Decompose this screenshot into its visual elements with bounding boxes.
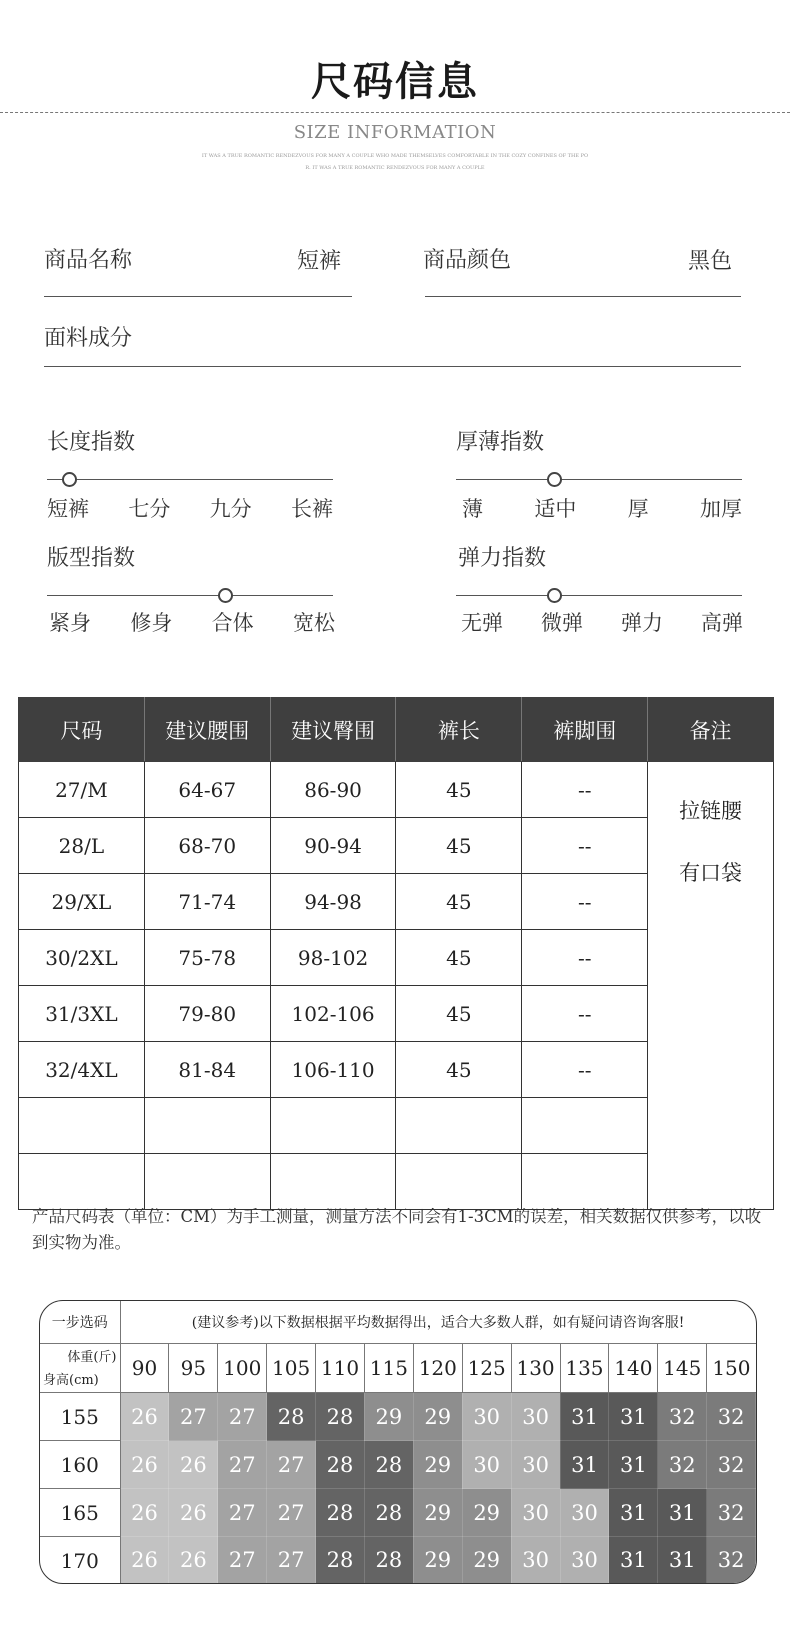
length-index-options bbox=[47, 493, 333, 523]
height-cell: 160 bbox=[40, 1441, 120, 1489]
hem-cell: -- bbox=[522, 1042, 648, 1098]
recommended-size-cell: 28 bbox=[364, 1537, 413, 1585]
recommended-size-cell: 32 bbox=[658, 1393, 707, 1441]
fabric-label: 面料成分 bbox=[44, 326, 133, 351]
recommended-size-cell: 29 bbox=[413, 1393, 462, 1441]
weight-header-cell: 140 bbox=[609, 1344, 658, 1393]
hip-cell: 86-90 bbox=[270, 762, 396, 818]
hip-cell: 102-106 bbox=[270, 986, 396, 1042]
recommended-size-cell: 27 bbox=[169, 1393, 218, 1441]
length-option: 九分 bbox=[209, 497, 252, 521]
height-cell: 165 bbox=[40, 1489, 120, 1537]
product-color-value: 黑色 bbox=[688, 249, 733, 274]
recommended-size-cell: 29 bbox=[413, 1489, 462, 1537]
recommended-size-cell: 26 bbox=[120, 1537, 169, 1585]
height-row bbox=[40, 1537, 756, 1585]
elasticity-index-options bbox=[461, 607, 743, 637]
length-option: 短裤 bbox=[47, 497, 89, 521]
recommended-size-cell: 29 bbox=[413, 1537, 462, 1585]
waist-cell: 68-70 bbox=[144, 818, 270, 874]
weight-header-cell: 150 bbox=[707, 1344, 756, 1393]
height-row bbox=[40, 1441, 756, 1489]
waist-cell: 71-74 bbox=[144, 874, 270, 930]
thickness-option: 厚 bbox=[627, 497, 649, 521]
length-cell: 45 bbox=[396, 986, 522, 1042]
reference-header-row bbox=[40, 1301, 756, 1344]
recommended-size-cell: 28 bbox=[316, 1393, 365, 1441]
recommended-size-cell: 31 bbox=[609, 1537, 658, 1585]
recommended-size-cell: 28 bbox=[364, 1441, 413, 1489]
waist-cell bbox=[144, 1098, 270, 1154]
recommended-size-cell: 26 bbox=[169, 1537, 218, 1585]
fit-option: 合体 bbox=[211, 611, 254, 635]
weight-axis-label: 体重(斤) bbox=[67, 1350, 117, 1365]
page-title: 尺码信息 bbox=[311, 58, 479, 105]
recommended-size-cell: 32 bbox=[707, 1489, 756, 1537]
recommended-size-cell: 30 bbox=[560, 1537, 609, 1585]
recommended-size-cell: 30 bbox=[511, 1537, 560, 1585]
weight-header-cell: 115 bbox=[364, 1344, 413, 1393]
hem-cell: -- bbox=[522, 930, 648, 986]
height-axis-label: 身高(cm) bbox=[43, 1373, 99, 1388]
weight-header-cell: 145 bbox=[658, 1344, 707, 1393]
reference-note: (建议参考)以下数据根据平均数据得出，适合大多数人群，如有疑问请咨询客服! bbox=[120, 1301, 756, 1344]
hem-cell bbox=[522, 1154, 648, 1210]
hip-cell: 98-102 bbox=[270, 930, 396, 986]
hip-cell: 90-94 bbox=[270, 818, 396, 874]
elasticity-option: 高弹 bbox=[701, 611, 743, 635]
thickness-index-title: 厚薄指数 bbox=[456, 430, 545, 455]
hem-cell: -- bbox=[522, 874, 648, 930]
elasticity-option: 微弹 bbox=[541, 611, 583, 635]
hip-cell bbox=[270, 1154, 396, 1210]
elasticity-index-scale bbox=[456, 595, 742, 596]
weight-header-cell: 95 bbox=[169, 1344, 218, 1393]
weight-row bbox=[40, 1344, 756, 1393]
size-cell: 32/4XL bbox=[19, 1042, 145, 1098]
note-zipper: 拉链腰 bbox=[679, 799, 743, 823]
weight-header-cell: 130 bbox=[511, 1344, 560, 1393]
elasticity-option: 弹力 bbox=[621, 611, 663, 635]
size-reference-table bbox=[39, 1300, 757, 1584]
tagline-2: R. IT WAS A TRUE ROMANTIC RENDEZVOUS FOR MANY A COUPLE bbox=[305, 165, 485, 171]
waist-cell: 79-80 bbox=[144, 986, 270, 1042]
thickness-index-options bbox=[462, 493, 742, 523]
axis-corner-cell bbox=[40, 1344, 120, 1393]
height-row bbox=[40, 1489, 756, 1537]
thickness-index-scale bbox=[456, 479, 742, 480]
hip-cell: 106-110 bbox=[270, 1042, 396, 1098]
size-cell: 27/M bbox=[19, 762, 145, 818]
product-color-label: 商品颜色 bbox=[423, 248, 512, 273]
recommended-size-cell: 27 bbox=[218, 1489, 267, 1537]
recommended-size-cell: 28 bbox=[267, 1393, 316, 1441]
recommended-size-cell: 26 bbox=[169, 1489, 218, 1537]
header-hip: 建议臀围 bbox=[270, 698, 396, 762]
fit-index-scale bbox=[47, 595, 333, 596]
hem-cell: -- bbox=[522, 986, 648, 1042]
length-index-marker bbox=[62, 472, 77, 487]
recommended-size-cell: 27 bbox=[218, 1441, 267, 1489]
hem-cell: -- bbox=[522, 762, 648, 818]
length-cell: 45 bbox=[396, 1042, 522, 1098]
recommended-size-cell: 27 bbox=[218, 1537, 267, 1585]
waist-cell: 75-78 bbox=[144, 930, 270, 986]
hem-cell bbox=[522, 1098, 648, 1154]
waist-cell: 64-67 bbox=[144, 762, 270, 818]
recommended-size-cell: 29 bbox=[462, 1537, 511, 1585]
product-name-value: 短裤 bbox=[297, 249, 342, 274]
fabric-underline bbox=[44, 366, 741, 367]
recommended-size-cell: 31 bbox=[560, 1441, 609, 1489]
recommended-size-cell: 30 bbox=[462, 1393, 511, 1441]
recommended-size-cell: 32 bbox=[658, 1441, 707, 1489]
note-cell bbox=[648, 762, 774, 1210]
recommended-size-cell: 30 bbox=[511, 1441, 560, 1489]
recommended-size-cell: 31 bbox=[609, 1393, 658, 1441]
recommended-size-cell: 29 bbox=[413, 1441, 462, 1489]
size-cell: 29/XL bbox=[19, 874, 145, 930]
recommended-size-cell: 28 bbox=[316, 1441, 365, 1489]
length-index-title: 长度指数 bbox=[47, 430, 136, 455]
tagline-1: IT WAS A TRUE ROMANTIC RENDEZVOUS FOR MANY A COUPLE WHO MADE THEMSELVES COMFORTABLE IN THE COZY CONFINES OF THE PO bbox=[201, 153, 589, 159]
recommended-size-cell: 27 bbox=[267, 1441, 316, 1489]
size-cell: 30/2XL bbox=[19, 930, 145, 986]
thickness-index-marker bbox=[547, 472, 562, 487]
reference-grid bbox=[40, 1301, 756, 1584]
recommended-size-cell: 31 bbox=[560, 1393, 609, 1441]
thickness-option: 加厚 bbox=[699, 497, 742, 521]
hip-cell bbox=[270, 1098, 396, 1154]
height-cell: 155 bbox=[40, 1393, 120, 1441]
product-name-label: 商品名称 bbox=[44, 248, 133, 273]
hem-cell: -- bbox=[522, 818, 648, 874]
weight-header-cell: 90 bbox=[120, 1344, 169, 1393]
size-cell bbox=[19, 1098, 145, 1154]
height-row bbox=[40, 1393, 756, 1441]
reference-corner-label: 一步选码 bbox=[40, 1301, 120, 1344]
fit-index-title: 版型指数 bbox=[47, 546, 136, 571]
elasticity-index-title: 弹力指数 bbox=[458, 546, 547, 571]
length-cell: 45 bbox=[396, 818, 522, 874]
length-cell: 45 bbox=[396, 930, 522, 986]
hip-cell: 94-98 bbox=[270, 874, 396, 930]
dashed-divider bbox=[0, 112, 790, 113]
size-cell: 31/3XL bbox=[19, 986, 145, 1042]
fit-option: 修身 bbox=[130, 611, 173, 635]
size-table-header bbox=[19, 698, 774, 762]
length-cell: 45 bbox=[396, 762, 522, 818]
length-option: 七分 bbox=[128, 497, 171, 521]
length-option: 长裤 bbox=[290, 497, 333, 521]
note-pocket: 有口袋 bbox=[679, 861, 743, 885]
recommended-size-cell: 32 bbox=[707, 1537, 756, 1585]
size-cell bbox=[19, 1154, 145, 1210]
length-index-scale bbox=[47, 479, 333, 480]
fit-index-marker bbox=[218, 588, 233, 603]
length-cell bbox=[396, 1154, 522, 1210]
recommended-size-cell: 31 bbox=[658, 1537, 707, 1585]
measurement-remark: 产品尺码表（单位：CM）为手工测量，测量方法不同会有1-3CM的误差，相关数据仅供参考，以收到实物为准。 bbox=[32, 1207, 762, 1252]
recommended-size-cell: 28 bbox=[364, 1489, 413, 1537]
height-cell: 170 bbox=[40, 1537, 120, 1585]
weight-header-cell: 105 bbox=[267, 1344, 316, 1393]
weight-header-cell: 125 bbox=[462, 1344, 511, 1393]
length-cell bbox=[396, 1098, 522, 1154]
product-color-underline bbox=[425, 296, 741, 297]
fit-index-options bbox=[49, 607, 335, 637]
fit-option: 宽松 bbox=[292, 611, 335, 635]
recommended-size-cell: 28 bbox=[316, 1537, 365, 1585]
weight-header-cell: 110 bbox=[316, 1344, 365, 1393]
recommended-size-cell: 28 bbox=[316, 1489, 365, 1537]
size-cell: 28/L bbox=[19, 818, 145, 874]
page-subtitle: SIZE INFORMATION bbox=[293, 122, 497, 143]
recommended-size-cell: 30 bbox=[511, 1489, 560, 1537]
thickness-option: 薄 bbox=[462, 497, 483, 521]
recommended-size-cell: 30 bbox=[560, 1489, 609, 1537]
recommended-size-cell: 31 bbox=[609, 1441, 658, 1489]
length-cell: 45 bbox=[396, 874, 522, 930]
recommended-size-cell: 26 bbox=[120, 1441, 169, 1489]
recommended-size-cell: 30 bbox=[462, 1441, 511, 1489]
recommended-size-cell: 30 bbox=[511, 1393, 560, 1441]
product-name-underline bbox=[44, 296, 352, 297]
waist-cell: 81-84 bbox=[144, 1042, 270, 1098]
recommended-size-cell: 26 bbox=[169, 1441, 218, 1489]
recommended-size-cell: 32 bbox=[707, 1393, 756, 1441]
weight-header-cell: 120 bbox=[413, 1344, 462, 1393]
recommended-size-cell: 27 bbox=[267, 1489, 316, 1537]
fit-option: 紧身 bbox=[49, 611, 91, 635]
recommended-size-cell: 26 bbox=[120, 1489, 169, 1537]
header-waist: 建议腰围 bbox=[144, 698, 270, 762]
recommended-size-cell: 32 bbox=[707, 1441, 756, 1489]
header-note: 备注 bbox=[648, 698, 774, 762]
size-table bbox=[18, 697, 774, 1210]
elasticity-index-marker bbox=[547, 588, 562, 603]
recommended-size-cell: 31 bbox=[609, 1489, 658, 1537]
weight-header-cell: 135 bbox=[560, 1344, 609, 1393]
recommended-size-cell: 31 bbox=[658, 1489, 707, 1537]
recommended-size-cell: 29 bbox=[364, 1393, 413, 1441]
header-hem: 裤脚围 bbox=[522, 698, 648, 762]
header-length: 裤长 bbox=[396, 698, 522, 762]
header-size: 尺码 bbox=[19, 698, 145, 762]
table-row bbox=[19, 762, 774, 818]
recommended-size-cell: 29 bbox=[462, 1489, 511, 1537]
waist-cell bbox=[144, 1154, 270, 1210]
recommended-size-cell: 27 bbox=[218, 1393, 267, 1441]
elasticity-option: 无弹 bbox=[461, 611, 503, 635]
thickness-option: 适中 bbox=[534, 497, 577, 521]
recommended-size-cell: 26 bbox=[120, 1393, 169, 1441]
recommended-size-cell: 27 bbox=[267, 1537, 316, 1585]
weight-header-cell: 100 bbox=[218, 1344, 267, 1393]
